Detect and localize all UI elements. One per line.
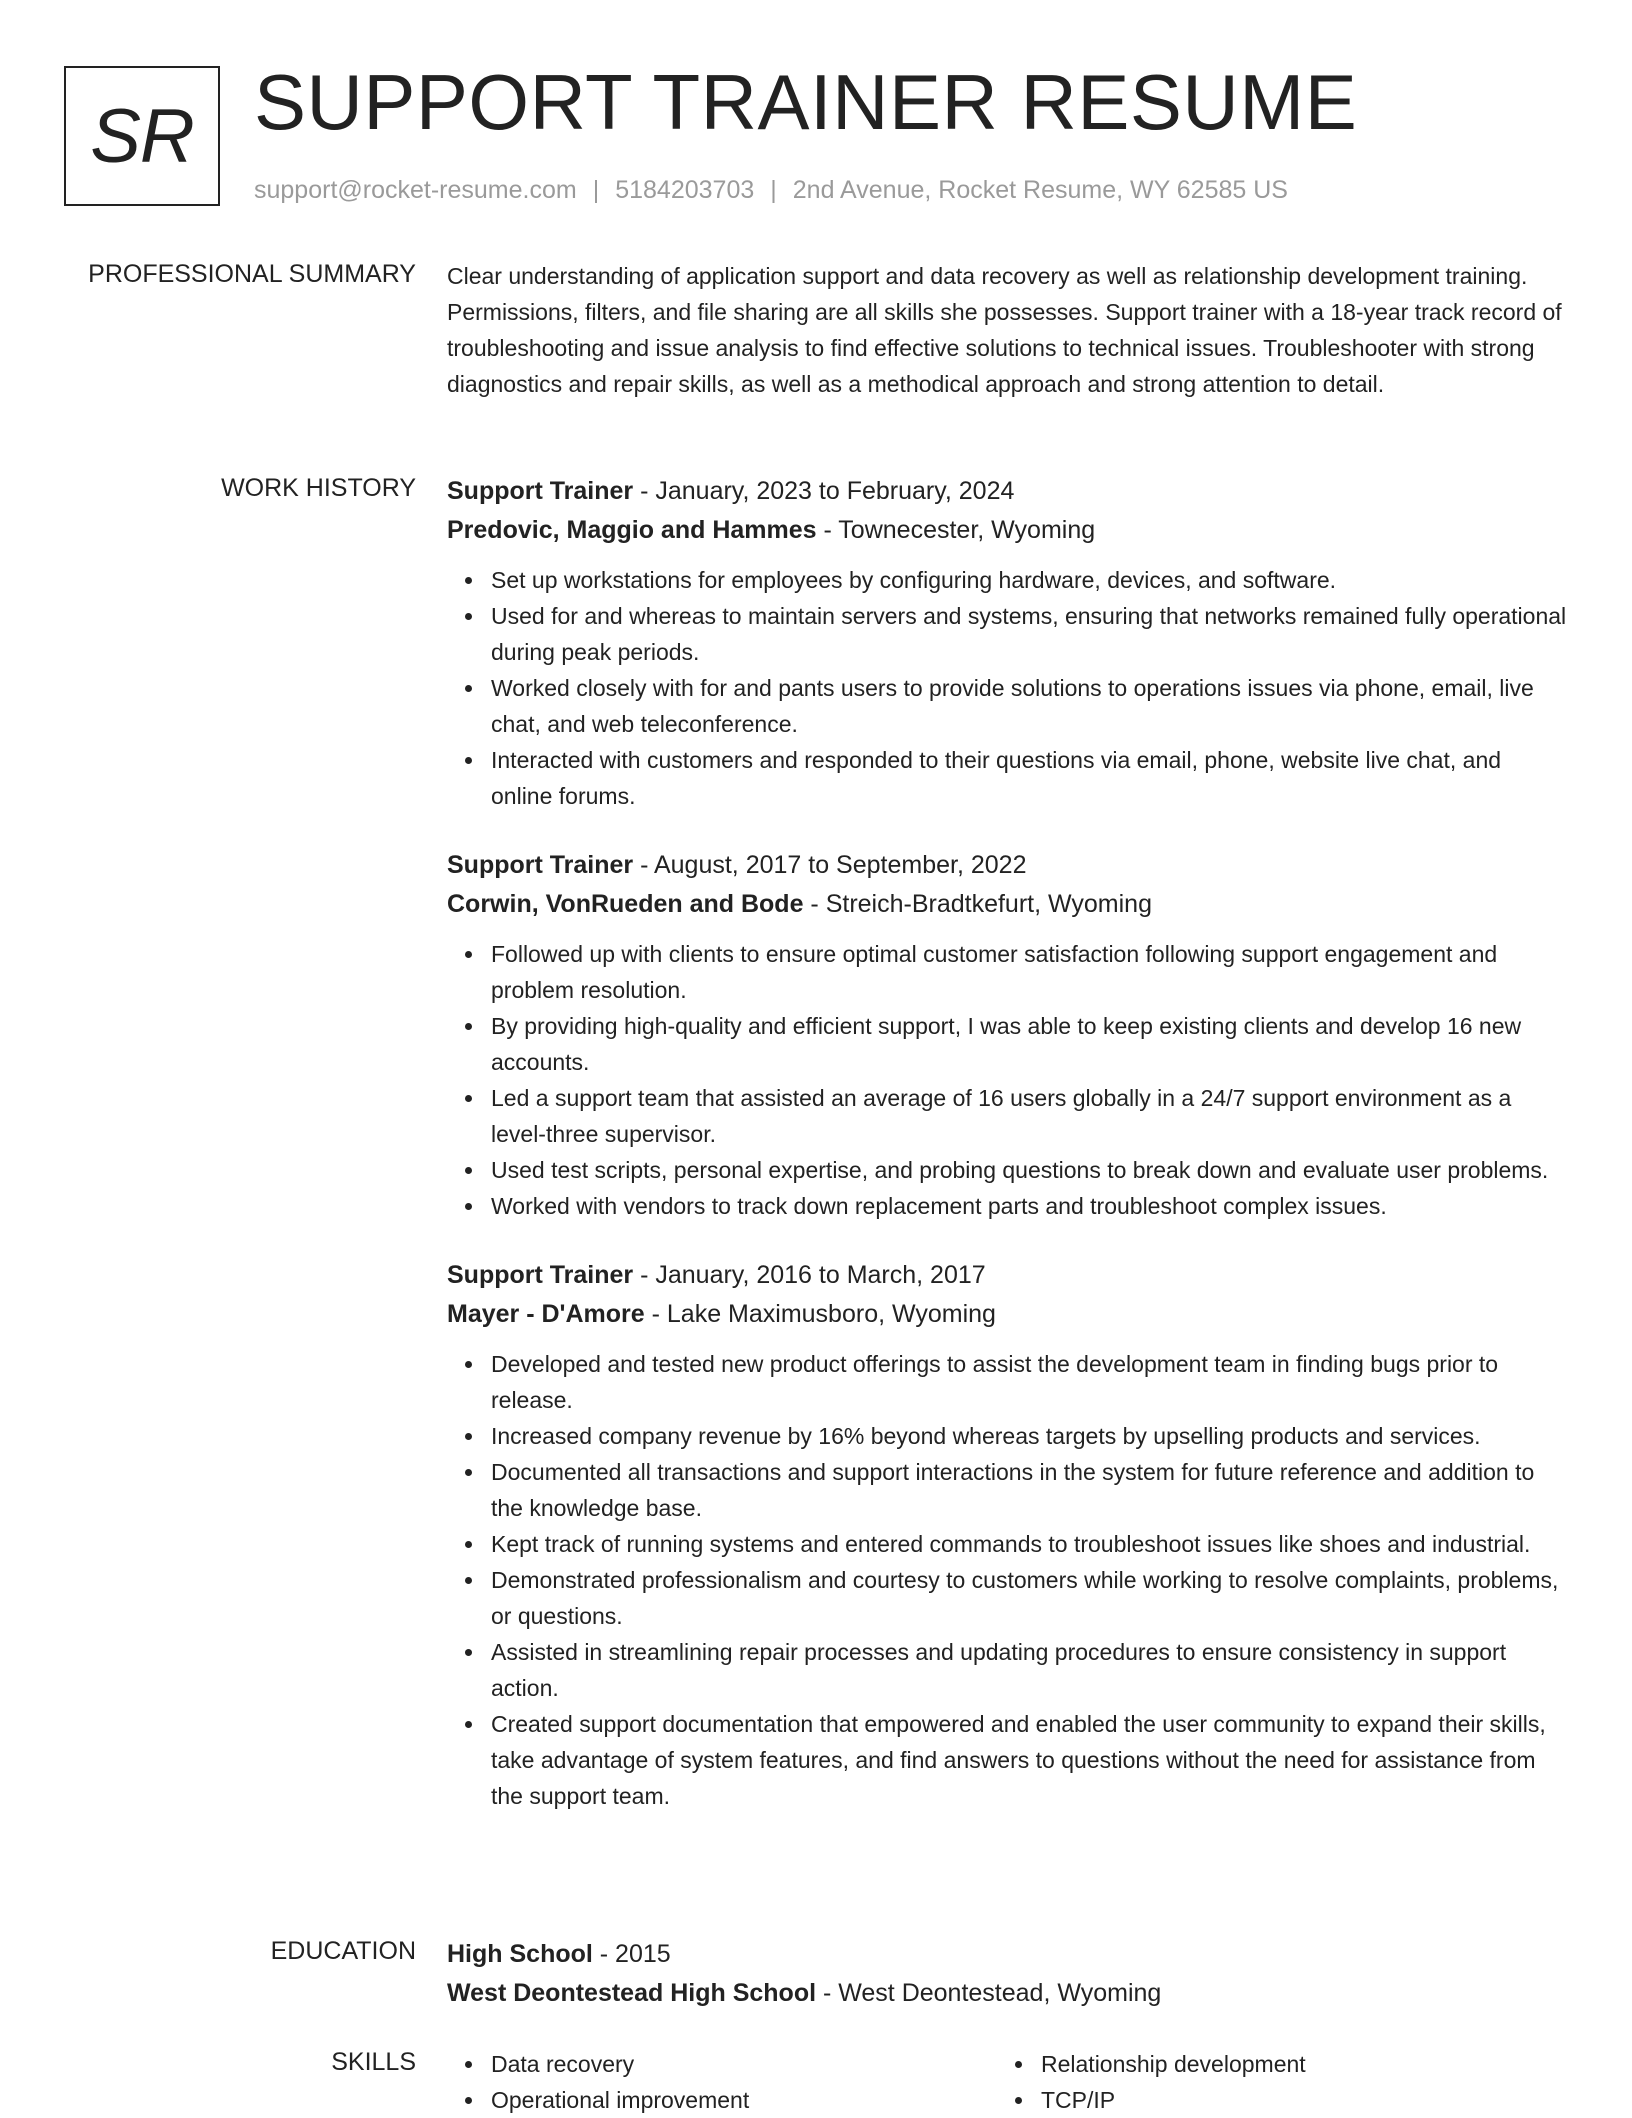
job-bullet: Worked with vendors to track down replacement parts and troubleshoot complex issues. <box>491 1188 1567 1224</box>
skill-item: TCP/IP <box>1041 2082 1547 2118</box>
education-heading: EDUCATION <box>270 1937 416 1965</box>
job-bullet: Interacted with customers and responded to their questions via email, phone, website live chat, and online forums. <box>491 742 1567 814</box>
work-history-heading: WORK HISTORY <box>221 474 416 502</box>
contact-separator: | <box>592 176 600 204</box>
skills-column-left <box>447 2046 997 2118</box>
skills-columns <box>447 2046 1567 2118</box>
contact-line <box>254 174 1288 206</box>
job-dates: - August, 2017 to September, 2022 <box>633 851 1027 879</box>
job-location: - Streich-Bradtkefurt, Wyoming <box>803 890 1152 918</box>
job-company-line <box>447 511 1567 550</box>
job-bullet: Worked closely with for and pants users to provide solutions to operations issues via phone, email, live chat, and web teleconference. <box>491 670 1567 742</box>
contact-address: 2nd Avenue, Rocket Resume, WY 62585 US <box>792 176 1288 204</box>
job-company: Predovic, Maggio and Hammes <box>447 516 817 544</box>
skills-column-right <box>997 2046 1547 2118</box>
contact-phone: 5184203703 <box>615 176 755 204</box>
skill-item: Operational improvement <box>491 2082 997 2118</box>
job-bullet: By providing high-quality and efficient support, I was able to keep existing clients and develop 16 new accounts. <box>491 1008 1567 1080</box>
contact-separator: | <box>770 176 777 204</box>
job-title-line <box>447 1256 1567 1295</box>
education-school-line <box>447 1974 1567 2013</box>
job-location: - Lake Maximusboro, Wyoming <box>644 1300 996 1328</box>
job-dates: - January, 2016 to March, 2017 <box>633 1261 986 1289</box>
job-title: Support Trainer <box>447 1261 634 1289</box>
job-entry <box>447 472 1567 814</box>
job-bullet: Led a support team that assisted an average of 16 users globally in a 24/7 support environment as a level-three supervisor. <box>491 1080 1567 1152</box>
job-bullet: Demonstrated professionalism and courtesy to customers while working to resolve complaints, problems, or questions. <box>491 1562 1567 1634</box>
skills-body <box>447 2046 1567 2118</box>
skill-item: Relationship development <box>1041 2046 1547 2082</box>
skills-heading: SKILLS <box>331 2048 416 2076</box>
skills-list <box>447 2046 997 2118</box>
job-dates: - January, 2023 to February, 2024 <box>633 477 1015 505</box>
summary-heading: PROFESSIONAL SUMMARY <box>88 260 416 288</box>
job-bullets <box>447 562 1567 814</box>
job-company-line <box>447 1295 1567 1334</box>
job-bullet: Developed and tested new product offerings to assist the development team in finding bugs prior to release. <box>491 1346 1567 1418</box>
job-bullet: Set up workstations for employees by configuring hardware, devices, and software. <box>491 562 1567 598</box>
job-entry <box>447 1256 1567 1814</box>
job-company-line <box>447 885 1567 924</box>
education-body <box>447 1935 1567 2013</box>
job-title: Support Trainer <box>447 851 634 879</box>
skill-item: Data recovery <box>491 2046 997 2082</box>
job-bullet: Created support documentation that empowered and enabled the user community to expand their skills, take advantage of system features, and find answers to questions without the need for assistance from the support team. <box>491 1706 1567 1814</box>
education-location: - West Deontestead, Wyoming <box>816 1979 1162 2007</box>
job-bullet: Followed up with clients to ensure optimal customer satisfaction following support engagement and problem resolution. <box>491 936 1567 1008</box>
job-bullet: Used test scripts, personal expertise, and probing questions to break down and evaluate user problems. <box>491 1152 1567 1188</box>
job-title-line <box>447 472 1567 511</box>
job-bullets <box>447 1346 1567 1814</box>
work-history-body <box>447 472 1567 1814</box>
summary-body <box>447 258 1567 402</box>
job-bullet: Used for and whereas to maintain servers and systems, ensuring that networks remained fully operational during peak periods. <box>491 598 1567 670</box>
education-year: - 2015 <box>592 1940 671 1968</box>
monogram-logo: SR <box>64 66 220 206</box>
job-title: Support Trainer <box>447 477 634 505</box>
job-company: Mayer - D'Amore <box>447 1300 645 1328</box>
skills-list <box>997 2046 1547 2118</box>
job-bullets <box>447 936 1567 1224</box>
job-title-line <box>447 846 1567 885</box>
education-degree: High School <box>447 1940 593 1968</box>
summary-text: Clear understanding of application support and data recovery as well as relationship development training. Permissions, filters, and file sharing are all skills she possesses. Support trainer with a 18-year track record of troubleshooting and issue analysis to find effective solutions to technical issues. Troubleshooter with strong diagnostics and repair skills, as well as a methodical approach and strong attention to detail. <box>447 263 1562 397</box>
job-bullet: Kept track of running systems and entered commands to troubleshoot issues like shoes and industrial. <box>491 1526 1567 1562</box>
job-bullet: Increased company revenue by 16% beyond whereas targets by upselling products and services. <box>491 1418 1567 1454</box>
job-entry <box>447 846 1567 1224</box>
job-bullet: Documented all transactions and support interactions in the system for future reference and addition to the knowledge base. <box>491 1454 1567 1526</box>
education-school: West Deontestead High School <box>447 1979 817 2007</box>
job-bullet: Assisted in streamlining repair processes and updating procedures to ensure consistency in support action. <box>491 1634 1567 1706</box>
page-title: SUPPORT TRAINER RESUME <box>254 58 1358 146</box>
job-location: - Townecester, Wyoming <box>816 516 1096 544</box>
contact-email: support@rocket-resume.com <box>254 176 577 204</box>
job-company: Corwin, VonRueden and Bode <box>447 890 804 918</box>
education-degree-line <box>447 1935 1567 1974</box>
